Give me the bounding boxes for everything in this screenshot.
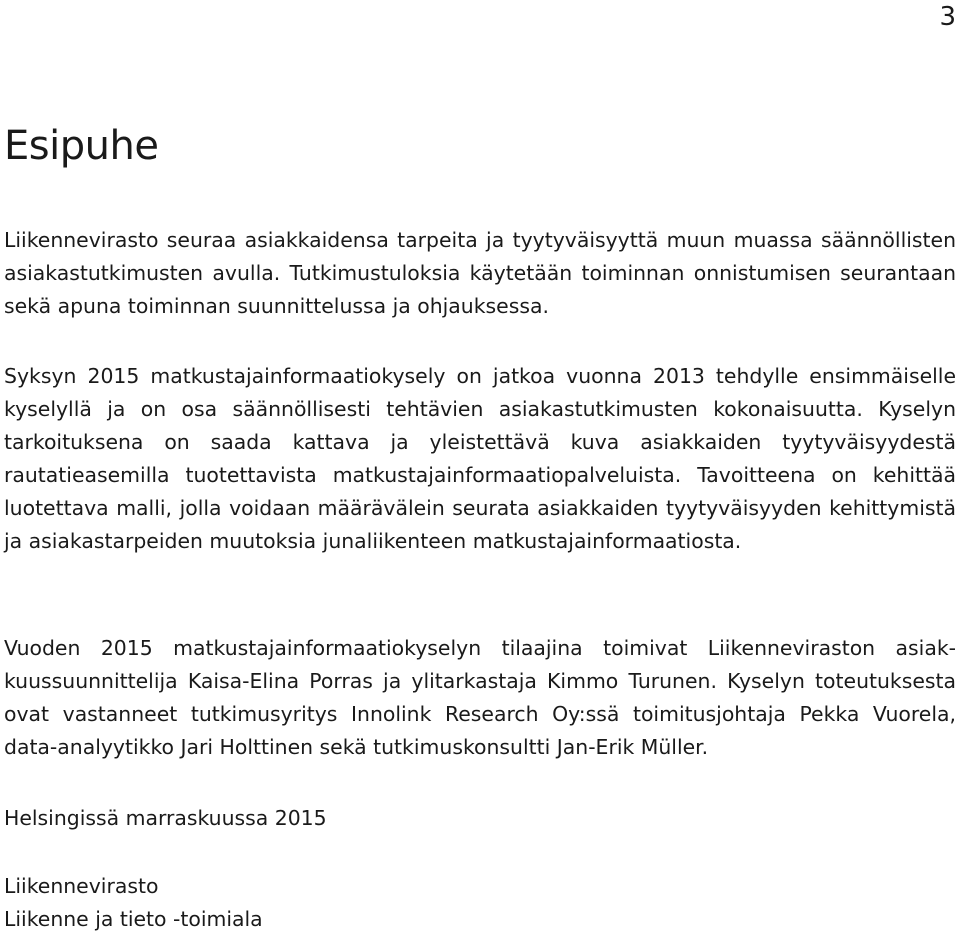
paragraph-intro: Liikennevirasto seuraa asiakkaidensa tarpeita ja tyytyväisyyttä muun muassa säännöllisten asiakastutkimusten avulla. Tutkimustuloksia käytetään toiminnan onnistumisen seurantaan sekä apuna toiminnan suunnittelussa ja ohjauksessa. xyxy=(4,228,956,318)
dateline: Helsingissä marraskuussa 2015 xyxy=(4,806,327,830)
page-number: 3 xyxy=(939,2,956,32)
paragraph-credits: Vuoden 2015 matkustajainformaatiokyselyn tilaajina toimivat Liikenneviraston asiakkuussuunnittelija Kaisa-Elina Porras ja ylitarkastaja Kimmo Turunen. Kyselyn toteutuksesta ovat vastanneet tutkimusyritys Innolink Research Oy:ssä toimitusjohtaja Pekka Vuorela, data-analyytikko Jari Holttinen sekä tutkimuskonsultti Jan-Erik Müller. xyxy=(4,636,956,759)
paragraph-purpose: Syksyn 2015 matkustajainformaatiokysely on jatkoa vuonna 2013 tehdylle ensimmäiselle kyselyllä ja on osa säännöllisesti tehtävien asiakastutkimusten kokonaisuutta. Kyselyn tarkoituksena on saada kattava ja yleistettävä kuva asiakkaiden tyytyväisyydestä rautatieasemilla tuotettavista matkustajainformaatiopalveluista. Tavoitteena on kehittää luotettava malli, jolla voidaan määrävälein seurata asiakkaiden tyytyväisyyden kehittymistä ja asiakastarpeiden muutoksia junaliikenteen matkustajainformaatiosta. xyxy=(4,364,956,553)
page-title: Esipuhe xyxy=(4,123,159,169)
signature-unit: Liikenne ja tieto -toimiala xyxy=(4,907,263,931)
signature-organization: Liikennevirasto xyxy=(4,874,159,898)
